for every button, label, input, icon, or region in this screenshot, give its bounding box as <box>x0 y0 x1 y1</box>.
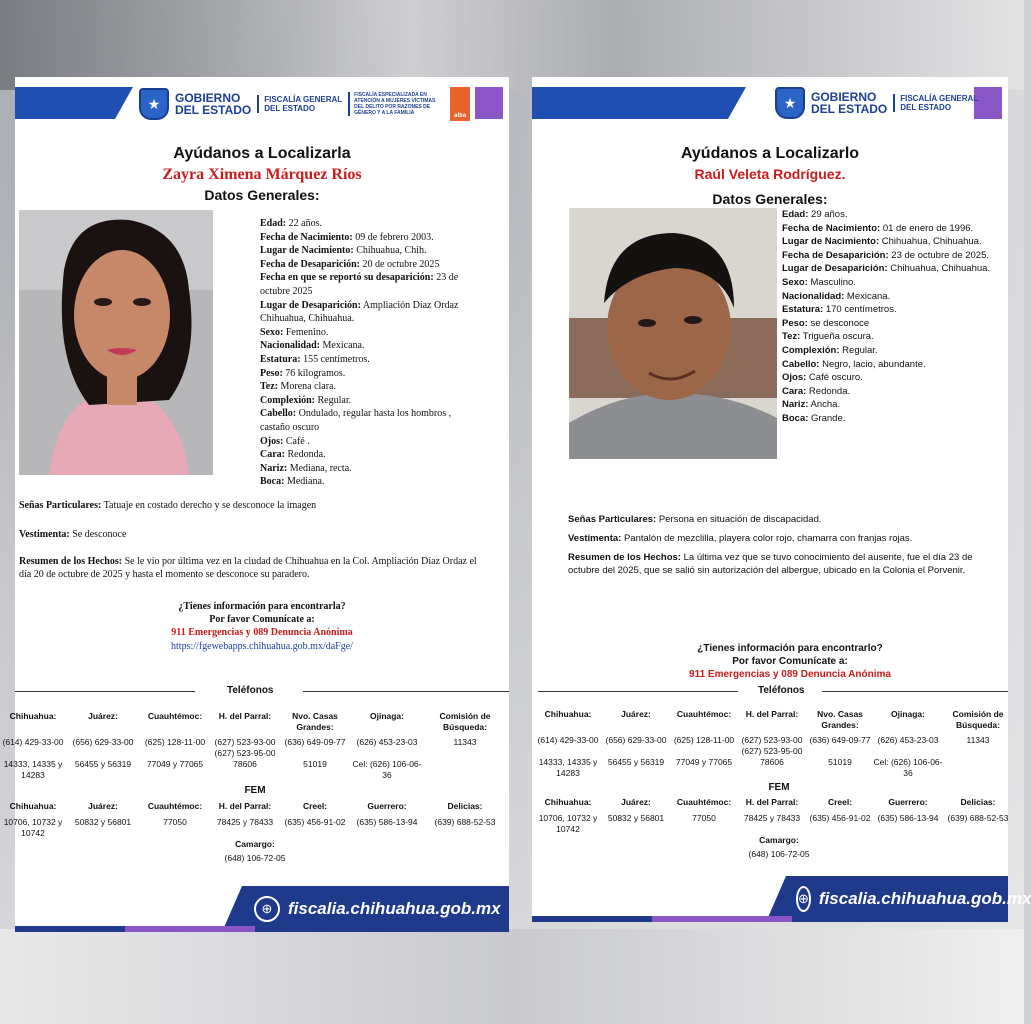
info-label: Sexo: <box>782 276 808 288</box>
phone-number: (648) 106-72-05 <box>748 849 810 859</box>
info-label: Lugar de Desaparición: <box>782 263 888 275</box>
phone-city-label: Juárez: <box>621 709 651 719</box>
resumen-hechos: Resumen de los Hechos: La última vez que se tuvo conocimiento del ausente, fue el día 23 de octubre del 2025, que se salió sin autorización del albergue, ubicado en la Colonia el Porvenir. <box>568 552 973 576</box>
resumen-hechos: Resumen de los Hechos: Se le vio por última vez en la ciudad de Chihuahua en la Col. Ampliación Díaz Ordaz el día 20 de octubre de 2025 y hasta el momento se desconoce su paradero. <box>19 556 477 580</box>
datos-generales-heading: Datos Generales: <box>712 191 828 207</box>
emergency-numbers: 911 Emergencias y 089 Denuncia Anónima <box>171 627 353 638</box>
info-label: Sexo: <box>260 326 284 338</box>
phone-number: 77050 <box>692 813 716 823</box>
phone-number: (636) 649-09-77 <box>284 737 346 747</box>
info-row <box>782 262 997 276</box>
phone-number: (648) 106-72-05 <box>224 853 286 863</box>
info-label: Peso: <box>782 317 808 329</box>
info-label: Complexión: <box>782 344 840 356</box>
phone-city-label: Nvo. Casas Grandes: <box>817 709 863 730</box>
phone-city-label: Juárez: <box>88 801 118 811</box>
phone-number: (614) 429-33-00 <box>2 737 64 747</box>
phone-number: (635) 586-13-94 <box>877 813 939 823</box>
info-label: Fecha de Nacimiento: <box>782 222 881 234</box>
info-row <box>260 299 470 326</box>
missing-person-poster-right <box>532 77 1031 922</box>
info-row <box>260 271 470 298</box>
report-link[interactable]: https://fgewebapps.chihuahua.gob.mx/daFge/ <box>171 641 353 652</box>
info-row <box>782 222 997 236</box>
info-label: Tez: <box>260 381 278 393</box>
footer-bar <box>242 886 509 932</box>
info-value: Mexicana. <box>844 290 891 302</box>
phone-city-label: Chihuahua: <box>9 711 57 721</box>
phone-number: 50832 y 56801 <box>607 813 665 823</box>
info-row <box>782 344 997 358</box>
info-row <box>260 407 470 434</box>
phone-number: 11343 <box>453 737 477 747</box>
info-label: Edad: <box>782 209 809 220</box>
info-label: Estatura: <box>260 353 301 365</box>
footer-stripe <box>652 916 792 922</box>
info-row <box>782 385 997 399</box>
info-row <box>782 276 997 290</box>
footer-stripe <box>125 926 255 932</box>
info-row <box>260 258 470 272</box>
phone-city-label: Juárez: <box>621 797 651 807</box>
info-value: Café . <box>283 435 310 447</box>
phone-number: (635) 586-13-94 <box>356 817 418 827</box>
phone-city-label: Cuauhtémoc: <box>147 801 203 811</box>
info-label: Cabello: <box>260 408 297 420</box>
phone-city-label: Comisión de Búsqueda: <box>439 711 491 732</box>
phone-city-label: H. del Parral: <box>218 801 272 811</box>
phone-extension: 51019 <box>828 757 852 767</box>
phone-extension: 77049 y 77065 <box>146 759 204 769</box>
info-row <box>782 249 997 263</box>
phone-city-label: Chihuahua: <box>544 709 592 719</box>
info-label: Tez: <box>782 331 801 343</box>
footer-website[interactable]: fiscalia.chihuahua.gob.mx <box>288 899 501 918</box>
info-label: Fecha en que se reportó su desaparición: <box>260 272 434 284</box>
info-value: se desconoce <box>807 317 870 329</box>
phone-city-label: Ojinaga: <box>890 709 925 719</box>
phone-number: 50832 y 56801 <box>74 817 132 827</box>
info-value: 23 de octubre de 2025. <box>888 249 990 261</box>
divider <box>822 691 1008 692</box>
info-row <box>260 339 470 353</box>
globe-icon: ⊕ <box>254 896 280 922</box>
info-value: Mexicana. <box>320 340 365 352</box>
info-value: 29 años. <box>808 209 848 220</box>
info-row <box>260 244 470 258</box>
info-value: 20 de octubre 2025 <box>360 258 440 270</box>
info-label: Nariz: <box>260 462 288 474</box>
info-label: Boca: <box>260 476 285 488</box>
phone-city-label: Cuauhtémoc: <box>147 711 203 721</box>
footer-stripe <box>15 926 125 932</box>
info-row <box>782 208 997 222</box>
info-value: 22 años. <box>286 218 322 229</box>
info-question: ¿Tienes información para encontrarlo? <box>697 643 883 654</box>
info-row <box>782 412 997 426</box>
vestimenta: Vestimenta: Pantalón de mezclilla, playera color rojo, chamarra con franjas rojas. <box>568 533 913 544</box>
phone-extension: 51019 <box>303 759 327 769</box>
phone-city-label: Chihuahua: <box>9 801 57 811</box>
info-value: Chihuahua, Chih. <box>353 245 427 257</box>
info-question: ¿Tienes información para encontrarla? <box>178 601 346 612</box>
info-value: 76 kilogramos. <box>282 367 346 379</box>
info-row <box>260 394 470 408</box>
header-band <box>532 87 728 119</box>
phone-city-label: Comisión de Búsqueda: <box>952 709 1004 730</box>
info-value: Grande. <box>808 412 846 424</box>
phone-city-label: Delicias: <box>447 801 483 811</box>
info-label: Cara: <box>782 385 807 397</box>
info-label: Lugar de Desaparición: <box>260 299 361 311</box>
phone-extension: 78606 <box>760 757 784 767</box>
fem-heading: FEM <box>768 782 790 793</box>
info-value: Café oscuro. <box>806 372 863 384</box>
phone-extension: 56455 y 56319 <box>607 757 665 767</box>
info-row <box>782 398 997 412</box>
info-label: Estatura: <box>782 304 824 316</box>
phone-number: (636) 649-09-77 <box>809 735 871 745</box>
phone-number: (626) 453-23-03 <box>356 737 418 747</box>
info-row <box>782 330 997 344</box>
phone-number: (614) 429-33-00 <box>537 735 599 745</box>
info-row <box>260 380 470 394</box>
fiscalia-logo: FISCALÍA GENERAL DEL ESTADO <box>893 94 978 112</box>
info-row <box>260 326 470 340</box>
phone-city-label: Ojinaga: <box>369 711 404 721</box>
datos-generales-list <box>782 208 997 426</box>
divider <box>15 691 195 692</box>
phone-number: (625) 128-11-00 <box>673 735 735 745</box>
phone-number: (627) 523-93-00 (627) 523-95-00 <box>741 735 803 756</box>
info-row <box>782 290 997 304</box>
info-value: Redonda. <box>806 385 851 397</box>
info-row <box>782 303 997 317</box>
info-label: Fecha de Desaparición: <box>782 249 889 261</box>
info-value: Morena clara. <box>277 381 336 393</box>
footer-website[interactable]: fiscalia.chihuahua.gob.mx <box>818 889 1031 908</box>
phone-city-label: Juárez: <box>88 711 118 721</box>
info-label: Fecha de Nacimiento: <box>260 231 353 243</box>
datos-generales-heading: Datos Generales: <box>204 187 320 203</box>
info-row <box>782 358 997 372</box>
person-photo <box>569 208 777 459</box>
header-band <box>15 87 115 119</box>
phone-number: (627) 523-93-00 (627) 523-95-00 <box>214 737 276 758</box>
phone-extension: 78606 <box>233 759 257 769</box>
divider <box>538 691 738 692</box>
info-value: 09 de febrero 2003. <box>352 231 434 243</box>
phone-number: (639) 688-52-53 <box>434 817 496 827</box>
vestimenta: Vestimenta: Se desconoce <box>19 529 127 540</box>
senas-particulares: Señas Particulares: Tatuaje en costado derecho y se desconoce la imagen <box>19 500 317 511</box>
info-contact: Por favor Comunícate a: <box>732 656 848 667</box>
phone-city-label: Creel: <box>302 801 328 811</box>
phone-city-label: Guerrero: <box>367 801 407 811</box>
info-row <box>260 435 470 449</box>
info-row <box>782 235 997 249</box>
phone-city-label: Delicias: <box>960 797 996 807</box>
phone-city-label: Creel: <box>827 797 853 807</box>
info-value: 23 de octubre 2025 <box>260 272 459 297</box>
info-value: Regular. <box>839 344 878 356</box>
phone-number: 10706, 10732 y 10742 <box>538 813 598 834</box>
alba-logo: alba <box>450 87 470 121</box>
telefonos-heading: Teléfonos <box>227 685 274 696</box>
phone-city-label: H. del Parral: <box>745 797 799 807</box>
info-label: Nacionalidad: <box>260 340 321 352</box>
info-value: Masculino. <box>807 276 856 288</box>
senas-particulares: Señas Particulares: Persona en situación de discapacidad. <box>568 514 822 525</box>
phone-number: 77050 <box>163 817 187 827</box>
fem-logo-text: FISCALÍA ESPECIALIZADA EN ATENCIÓN A MUJERES VÍCTIMAS DEL DELITO POR RAZONES DE GÉNERO Y A LA FAMILIA <box>348 92 444 116</box>
phone-city-label: H. del Parral: <box>745 709 799 719</box>
gobierno-logo: GOBIERNO DEL ESTADO <box>175 91 252 117</box>
person-name: Raúl Veleta Rodríguez. <box>694 166 846 182</box>
info-row <box>782 317 997 331</box>
info-value: Chihuahua, Chihuahua. <box>887 263 991 275</box>
phone-number: (635) 456-91-02 <box>809 813 871 823</box>
phone-city-label: Nvo. Casas Grandes: <box>292 711 338 732</box>
state-shield-icon: ★ <box>775 87 805 119</box>
header-accent <box>974 87 1002 119</box>
phone-city-label: Cuauhtémoc: <box>676 797 732 807</box>
info-label: Peso: <box>260 367 283 379</box>
info-value: Trigueña oscura. <box>800 331 874 343</box>
phone-number: (656) 629-33-00 <box>605 735 667 745</box>
info-label: Ojos: <box>782 372 807 384</box>
background-bottom-blur <box>0 929 1024 1024</box>
poster-title: Ayúdanos a Localizarlo <box>680 145 860 162</box>
phone-extension: 77049 y 77065 <box>675 757 733 767</box>
phone-number: (639) 688-52-53 <box>947 813 1009 823</box>
missing-person-poster-left <box>2 77 509 932</box>
phone-city-label: Cuauhtémoc: <box>676 709 732 719</box>
phone-number: 11343 <box>966 735 990 745</box>
phone-number: 10706, 10732 y 10742 <box>3 817 63 838</box>
phone-city-label: Guerrero: <box>888 797 928 807</box>
info-contact: Por favor Comunícate a: <box>209 614 315 625</box>
phone-extension: 14333, 14335 y 14283 <box>538 757 598 778</box>
person-photo <box>19 210 213 475</box>
phone-extension: Cel: (626) 106-06-36 <box>352 759 422 780</box>
phone-city-label: H. del Parral: <box>218 711 272 721</box>
info-value: 01 de enero de 1996. <box>880 222 974 234</box>
phone-extension: 14333, 14335 y 14283 <box>3 759 63 780</box>
phone-number: 78425 y 78433 <box>216 817 274 827</box>
emergency-numbers: 911 Emergencias y 089 Denuncia Anónima <box>689 669 891 680</box>
info-row <box>260 353 470 367</box>
info-row <box>260 231 470 245</box>
phone-number: (625) 128-11-00 <box>144 737 206 747</box>
header-logos <box>139 87 470 121</box>
fiscalia-logo: FISCALÍA GENERAL DEL ESTADO <box>257 95 342 113</box>
info-value: Femenino. <box>283 326 329 338</box>
info-value: Negro, lacio, abundante. <box>819 358 926 370</box>
info-label: Cara: <box>260 449 285 461</box>
info-label: Lugar de Nacimiento: <box>260 245 354 257</box>
poster-title: Ayúdanos a Localizarla <box>173 145 351 162</box>
info-label: Cabello: <box>782 358 820 370</box>
footer-bar <box>786 876 1031 922</box>
phone-extension: 56455 y 56319 <box>74 759 132 769</box>
info-value: Regular. <box>315 394 352 406</box>
gobierno-logo: GOBIERNO DEL ESTADO <box>811 90 888 116</box>
info-label: Ojos: <box>260 435 284 447</box>
datos-generales-list <box>260 217 470 489</box>
info-row <box>782 371 997 385</box>
phone-city-label: Camargo: <box>235 839 275 849</box>
info-label: Lugar de Nacimiento: <box>782 236 880 248</box>
state-shield-icon: ★ <box>139 88 169 120</box>
phone-number: 78425 y 78433 <box>743 813 801 823</box>
phone-city-label: Chihuahua: <box>544 797 592 807</box>
info-value: Ancha. <box>808 399 841 411</box>
info-label: Nariz: <box>782 399 809 411</box>
info-row <box>260 367 470 381</box>
info-label: Boca: <box>782 412 809 424</box>
info-value: 155 centímetros. <box>300 353 370 365</box>
info-label: Nacionalidad: <box>782 290 845 302</box>
info-value: Mediana. <box>284 476 325 488</box>
info-value: Chihuahua, Chihuahua. <box>879 236 982 248</box>
header-accent <box>475 87 503 119</box>
phone-number: (656) 629-33-00 <box>72 737 134 747</box>
telefonos-heading: Teléfonos <box>758 685 805 696</box>
info-row <box>260 475 470 489</box>
globe-icon: ⊕ <box>796 886 811 912</box>
phone-city-label: Camargo: <box>759 835 799 845</box>
fem-heading: FEM <box>244 785 266 796</box>
info-value: Mediana, recta. <box>287 462 352 474</box>
header-logos <box>775 87 978 119</box>
info-label: Edad: <box>260 218 287 229</box>
info-value: Ondulado, regular hasta los hombros , castaño oscuro <box>260 408 452 433</box>
phone-number: (635) 456-91-02 <box>284 817 346 827</box>
phone-extension: Cel: (626) 106-06-36 <box>873 757 943 778</box>
info-row <box>260 462 470 476</box>
info-row <box>260 448 470 462</box>
info-value: 170 centímetros. <box>823 304 897 316</box>
footer-stripe <box>532 916 652 922</box>
person-name: Zayra Ximena Márquez Ríos <box>162 166 362 183</box>
divider <box>303 691 509 692</box>
phone-number: (626) 453-23-03 <box>877 735 939 745</box>
info-value: Ampliación Díaz Ordaz Chihuahua, Chihuahua. <box>260 299 459 325</box>
info-label: Complexión: <box>260 394 315 406</box>
info-row <box>260 217 470 231</box>
info-value: Redonda. <box>285 449 326 461</box>
info-label: Fecha de Desaparición: <box>260 258 360 270</box>
